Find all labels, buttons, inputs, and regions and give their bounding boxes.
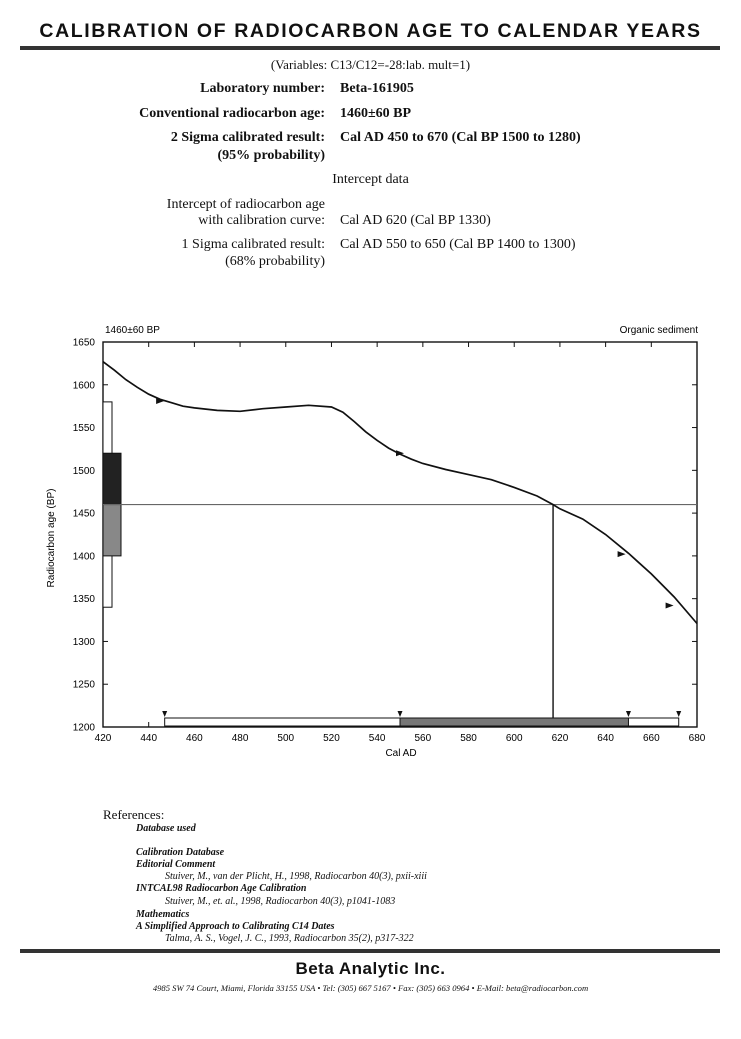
intercept-value: Cal AD 620 (Cal BP 1330) xyxy=(340,213,491,228)
y-tick-label: 1250 xyxy=(72,679,95,691)
x-tick-label: 600 xyxy=(505,733,523,744)
header-rule xyxy=(20,46,720,50)
x-tick-label: 540 xyxy=(368,733,386,744)
ref-intcal98-citation: Stuiver, M., et. al., 1998, Radiocarbon 40(3), p1041-1083 xyxy=(165,896,396,907)
calibration-curve xyxy=(103,362,697,624)
x-tick-label: 560 xyxy=(414,733,432,744)
ref-editorial-comment: Editorial Comment xyxy=(136,859,216,870)
sample-1sigma-band-lower xyxy=(103,505,121,556)
sigma2-probability: (95% probability) xyxy=(217,148,325,163)
lab-number-value: Beta-161905 xyxy=(340,81,414,96)
x-tick-label: 620 xyxy=(551,733,569,744)
ref-database-used: Database used xyxy=(136,823,196,834)
curve-marker xyxy=(618,551,626,557)
x-tick-label: 500 xyxy=(277,733,295,744)
curve-marker xyxy=(666,603,674,609)
sigma2-value: Cal AD 450 to 670 (Cal BP 1500 to 1280) xyxy=(340,130,581,145)
y-tick-label: 1350 xyxy=(72,594,95,606)
footer-rule xyxy=(20,949,720,953)
age-value: 1460±60 BP xyxy=(340,106,412,121)
intercept-label-1: Intercept of radiocarbon age xyxy=(166,197,325,212)
lab-number-label: Laboratory number: xyxy=(200,81,325,96)
x-tick-label: 640 xyxy=(597,733,614,744)
y-tick-label: 1300 xyxy=(72,636,95,648)
plot-frame xyxy=(103,342,697,727)
y-axis-label: Radiocarbon age (BP) xyxy=(46,488,57,588)
chart-title-right: Organic sediment xyxy=(619,325,698,336)
ref-intcal98: INTCAL98 Radiocarbon Age Calibration xyxy=(136,883,307,894)
x-tick-label: 460 xyxy=(186,733,203,744)
chart-title-left: 1460±60 BP xyxy=(105,325,160,336)
ref-simplified-approach: A Simplified Approach to Calibrating C14 Dates xyxy=(136,921,335,932)
ref-mathematics: Mathematics xyxy=(136,909,190,920)
x-axis-label: Cal AD xyxy=(385,748,417,759)
range-marker xyxy=(162,711,167,717)
ref-editorial-citation: Stuiver, M., van der Plicht, H., 1998, Radiocarbon 40(3), pxii-xiii xyxy=(165,871,427,882)
sigma1-value: Cal AD 550 to 650 (Cal BP 1400 to 1300) xyxy=(340,237,576,252)
x-tick-label: 520 xyxy=(323,733,340,744)
cal-1sigma-bar xyxy=(400,718,628,726)
y-tick-label: 1450 xyxy=(72,508,95,520)
sample-1sigma-band-upper xyxy=(103,453,121,504)
y-tick-label: 1500 xyxy=(72,465,95,477)
x-tick-label: 440 xyxy=(140,733,158,744)
x-tick-label: 660 xyxy=(642,733,660,744)
calibration-chart xyxy=(0,318,741,768)
intercept-heading: Intercept data xyxy=(332,172,409,187)
age-label: Conventional radiocarbon age: xyxy=(139,106,325,121)
intercept-label-2: with calibration curve: xyxy=(198,213,325,228)
company-name: Beta Analytic Inc. xyxy=(295,959,446,978)
y-tick-label: 1400 xyxy=(72,551,95,563)
y-tick-label: 1600 xyxy=(72,380,95,392)
references-heading: References: xyxy=(103,807,165,822)
x-tick-label: 580 xyxy=(460,733,477,744)
x-tick-label: 480 xyxy=(231,733,249,744)
sigma1-probability: (68% probability) xyxy=(225,254,325,269)
range-marker xyxy=(676,711,681,717)
sigma2-label: 2 Sigma calibrated result: xyxy=(170,130,325,145)
page-title: CALIBRATION OF RADIOCARBON AGE TO CALENDAR YEARS xyxy=(39,20,702,42)
ref-simplified-approach-citation: Talma, A. S., Vogel, J. C., 1993, Radiocarbon 35(2), p317-322 xyxy=(165,933,414,944)
y-tick-label: 1550 xyxy=(72,423,95,435)
y-tick-label: 1650 xyxy=(72,337,95,349)
x-tick-label: 420 xyxy=(94,733,112,744)
ref-calibration-database: Calibration Database xyxy=(136,847,225,858)
company-address: 4985 SW 74 Court, Miami, Florida 33155 USA • Tel: (305) 667 5167 • Fax: (305) 663 0964 • E-Mail: beta@radiocarbon.com xyxy=(152,983,589,993)
range-marker xyxy=(398,711,403,717)
sigma1-label: 1 Sigma calibrated result: xyxy=(181,237,325,252)
variables-line: (Variables: C13/C12=-28:lab. mult=1) xyxy=(270,57,471,72)
x-tick-label: 680 xyxy=(688,733,706,744)
y-tick-label: 1200 xyxy=(72,722,95,734)
range-marker xyxy=(626,711,631,717)
